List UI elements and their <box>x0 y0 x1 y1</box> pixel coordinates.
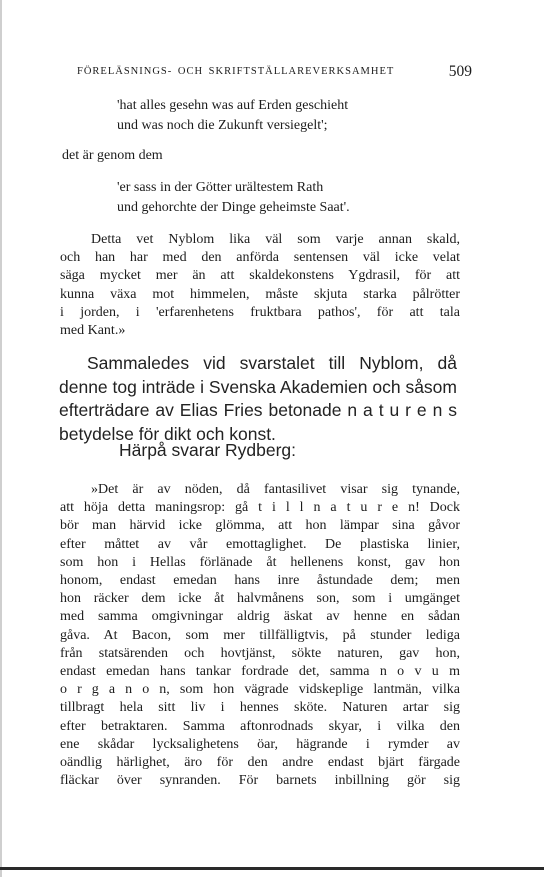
verse-line: 'hat alles gesehn was auf Erden geschieht <box>117 98 349 113</box>
commentary-line: Sammaledes vid svarstalet till Nyblom, då <box>87 353 457 373</box>
commentary-line: efterträdare av Elias Fries betonade n a t u r e n s <box>59 400 457 420</box>
commentary-line: betydelse för dikt och konst. <box>59 423 276 444</box>
paragraph-line: från statsärenden och hovtjänst, sökte naturen, gav hon, <box>60 645 460 661</box>
paragraph-line: fläckar över synranden. För barnets inbillning gör sig <box>60 773 460 789</box>
paragraph-line: o r g a n o n, som hon vägrade vidskeplige lantmän, vilka <box>60 682 460 698</box>
paragraph-line: med samma omgivningar aldrig äskat av henne en sådan <box>60 609 460 625</box>
paragraph-line: med Kant.» <box>60 323 126 339</box>
paragraph-line: gåva. At Bacon, som mer tillfälligtvis, på stunder lediga <box>60 627 460 643</box>
verse-line: und was noch die Zukunft versiegelt'; <box>117 117 328 133</box>
paragraph-line: »Det är av nöden, då fantasilivet visar sig tynande, <box>91 482 460 497</box>
verse-line: und gehorchte der Dinge geheimste Saat'. <box>117 199 350 215</box>
paragraph-line: kunna växa mot himmelen, måste skjuta starka pålrötter <box>60 286 460 302</box>
paragraph-line: säga mycket mer än att skaldekonstens Ygdrasil, för att <box>60 268 460 284</box>
paragraph-line: bör man härvid icke glömma, att hon lämpar sina gåvor <box>60 518 460 534</box>
paragraph-line: ene skådar lycksalighetens öar, hägrande i rymder av <box>60 736 460 752</box>
paragraph-line: som hon i Hellas förlänade åt hellenens konst, gav hon <box>60 554 460 570</box>
paragraph-line: hon räcker dem icke åt halvmånens son, som i umgänget <box>60 591 460 607</box>
paragraph-line: efter måttet av vår emottaglighet. De plastiska linier, <box>60 536 460 552</box>
paragraph-one <box>60 231 460 340</box>
paragraph-line: honom, endast emedan hans inre åstundade dem; men <box>60 573 460 589</box>
running-title: FÖRELÄSNINGS- OCH SKRIFTSTÄLLAREVERKSAMHET <box>77 66 395 77</box>
paragraph-line: efter betraktaren. Samma aftonrodnads skyar, i vilka den <box>60 718 460 734</box>
paragraph-line: Detta vet Nyblom lika väl som varje annan skald, <box>91 232 460 247</box>
inline-text: det är genom dem <box>62 148 163 163</box>
verse-line: 'er sass in der Götter urältestem Rath <box>117 180 324 195</box>
paragraph-line: i jorden, i 'erfarenhetens fruktbara pathos', för att tala <box>60 304 460 320</box>
commentary-line: denne tog inträde i Svenska Akademien och såsom <box>59 376 457 397</box>
section-heading: Härpå svarar Rydberg: <box>119 440 297 460</box>
paragraph-line: att höja detta maningsrop: gå t i l l n a t u r e n! Dock <box>60 500 460 516</box>
running-header <box>77 63 472 84</box>
page-number: 509 <box>448 63 472 80</box>
commentary-block <box>59 352 457 446</box>
paragraph-two <box>60 481 460 790</box>
paragraph-line: endast emedan hans tankar fordrade det, samma n o v u m <box>60 664 460 680</box>
paragraph-line: och han har med den anförda sentensen väl icke velat <box>60 250 460 266</box>
paragraph-line: oändlig härlighet, äro för den andre endast bjärt färgade <box>60 755 460 771</box>
page-bottom-edge <box>0 867 544 870</box>
paragraph-line: tillbragt hela sitt liv i hennes sköte. Naturen artar sig <box>60 700 460 716</box>
verse-quote-one <box>117 96 348 135</box>
verse-quote-two <box>117 178 350 217</box>
page-spine-shadow <box>0 0 2 877</box>
